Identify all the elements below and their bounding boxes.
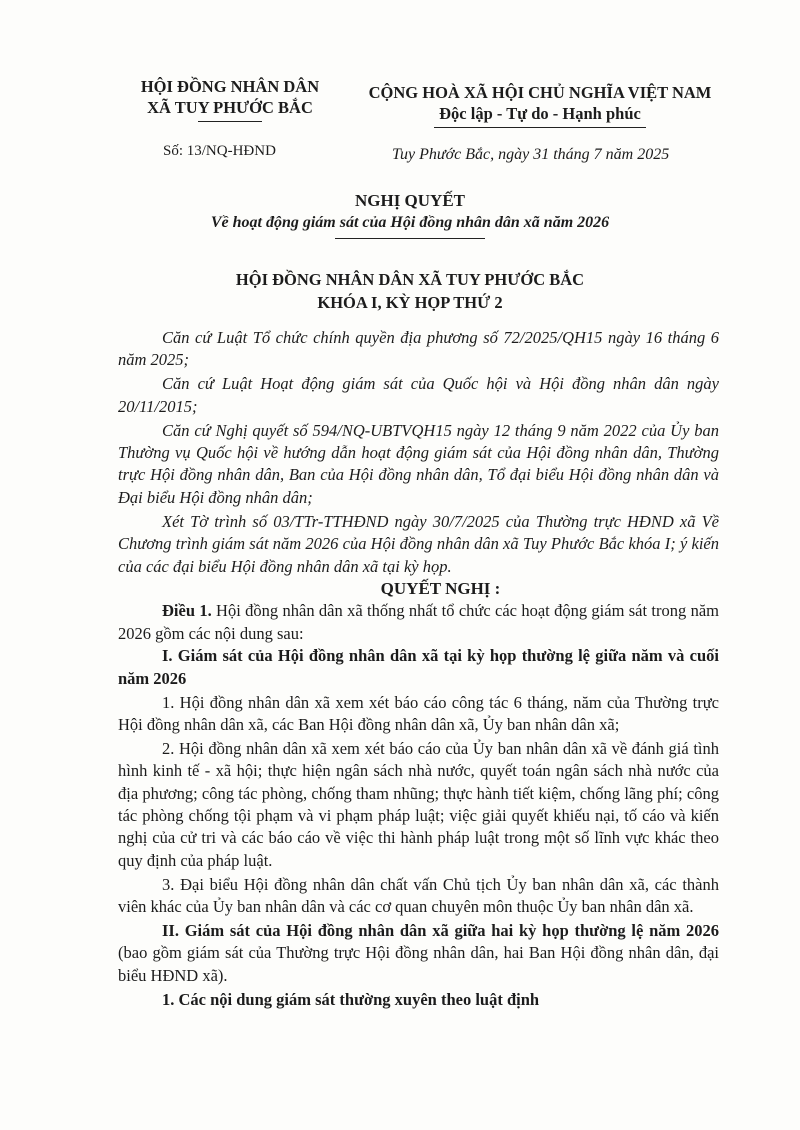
document-type: NGHỊ QUYẾT bbox=[354, 191, 466, 210]
motto-underline bbox=[434, 127, 646, 128]
basis-1: Căn cứ Luật Tổ chức chính quyền địa phương số 72/2025/QH15 ngày 16 tháng 6 năm 2025; bbox=[118, 328, 719, 370]
authority-line-2: XÃ TUY PHƯỚC BẮC bbox=[147, 98, 313, 117]
authority-underline bbox=[198, 121, 262, 122]
section-2-heading bbox=[118, 920, 719, 987]
title-underline bbox=[335, 238, 485, 239]
resolve-title: QUYẾT NGHỊ : bbox=[380, 578, 501, 598]
section-2-heading-bold: II. Giám sát của Hội đồng nhân dân xã giữa hai kỳ họp thường lệ năm 2026 bbox=[162, 921, 719, 941]
section-1-heading: I. Giám sát của Hội đồng nhân dân xã tại kỳ họp thường lệ giữa năm và cuối năm 2026 bbox=[118, 646, 719, 688]
basis-3: Căn cứ Nghị quyết số 594/NQ-UBTVQH15 ngày 12 tháng 9 năm 2022 của Ủy ban Thường vụ Quốc hội về hướng dẫn hoạt động giám sát của Hội đồng nhân dân, Thường trực Hội đồng nhân dân, Ban của Hội đồng nhân dân, Tổ đại biểu Hội đồng nhân dân và Đại biểu Hội đồng nhân dân; bbox=[118, 420, 719, 507]
issuing-authority bbox=[110, 76, 350, 122]
document-title-block bbox=[60, 190, 760, 239]
national-motto: Độc lập - Tự do - Hạnh phúc bbox=[439, 104, 641, 123]
basis-2: Căn cứ Luật Hoạt động giám sát của Quốc hội và Hội đồng nhân dân ngày 20/11/2015; bbox=[118, 374, 719, 416]
article-1-text: Hội đồng nhân dân xã thống nhất tổ chức các hoạt động giám sát trong năm 2026 gồm các nội dung sau: bbox=[118, 601, 719, 643]
section-1-item-3: 3. Đại biểu Hội đồng nhân dân chất vấn Chủ tịch Ủy ban nhân dân xã, các thành viên khác của Ủy ban nhân dân và các cơ quan chuyên môn thuộc Ủy ban nhân dân xã. bbox=[118, 874, 719, 917]
document-subject: Về hoạt động giám sát của Hội đồng nhân dân xã năm 2026 bbox=[210, 214, 610, 231]
council-heading bbox=[60, 268, 760, 314]
place-date: Tuy Phước Bắc, ngày 31 tháng 7 năm 2025 bbox=[392, 146, 670, 163]
national-heading bbox=[340, 82, 740, 128]
basis-4: Xét Tờ trình số 03/TTr-TTHĐND ngày 30/7/2025 của Thường trực HĐND xã Về Chương trình giám sát năm 2026 của Hội đồng nhân dân xã Tuy Phước Bắc khóa I; ý kiến của các đại biểu Hội đồng nhân dân xã tại kỳ họp. bbox=[118, 511, 719, 576]
section-1-item-1: 1. Hội đồng nhân dân xã xem xét báo cáo công tác 6 tháng, năm của Thường trực Hội đồng nhân dân xã, các Ban Hội đồng nhân dân xã, Ủy ban nhân dân xã; bbox=[118, 692, 719, 734]
section-1-item-2: 2. Hội đồng nhân dân xã xem xét báo cáo của Ủy ban nhân dân xã về đánh giá tình hình kinh tế - xã hội; thực hiện ngân sách nhà nước, quyết toán ngân sách nhà nước của địa phương; công tác phòng, chống tham nhũng; thực hành tiết kiệm, chống lãng phí; công tác phòng chống tội phạm và vi phạm pháp luật; việc giải quyết khiếu nại, tố cáo và kiến nghị của cử tri và các báo cáo về việc thi hành pháp luật trong một số lĩnh vực khác theo quy định của pháp luật. bbox=[118, 738, 719, 870]
national-title: CỘNG HOÀ XÃ HỘI CHỦ NGHĨA VIỆT NAM bbox=[368, 83, 712, 102]
document-body bbox=[118, 327, 719, 1011]
section-2-sub-1: 1. Các nội dung giám sát thường xuyên theo luật định bbox=[162, 989, 540, 1009]
council-session: KHÓA I, KỲ HỌP THỨ 2 bbox=[317, 293, 503, 312]
document-number: Số: 13/NQ-HĐND bbox=[163, 143, 276, 159]
section-2-heading-tail: (bao gồm giám sát của Thường trực Hội đồng nhân dân, hai Ban Hội đồng nhân dân, đại biểu HĐND xã). bbox=[118, 943, 719, 985]
article-1 bbox=[118, 600, 719, 645]
council-name: HỘI ĐỒNG NHÂN DÂN XÃ TUY PHƯỚC BẮC bbox=[235, 270, 585, 289]
authority-line-1: HỘI ĐỒNG NHÂN DÂN bbox=[140, 77, 320, 96]
article-1-label: Điều 1. bbox=[162, 601, 212, 621]
